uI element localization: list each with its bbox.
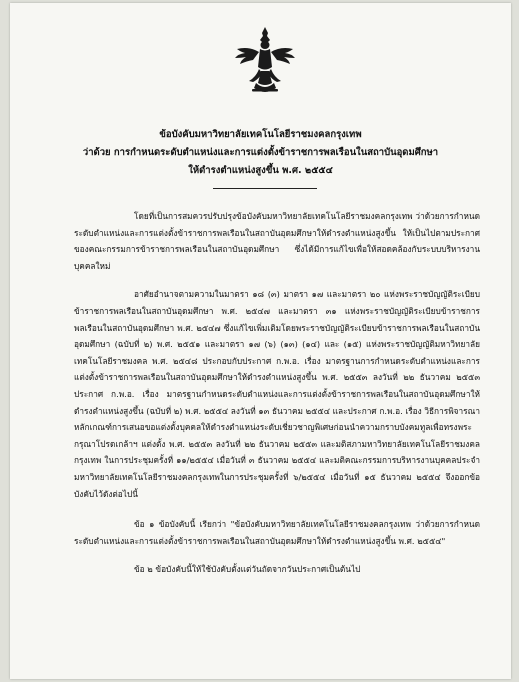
document-subject-cont: ให้ดำรงตำแหน่งสูงขึ้น พ.ศ. ๒๕๕๔ [188, 165, 333, 176]
clause-2-paragraph [74, 561, 480, 578]
document-title: ข้อบังคับมหาวิทยาลัยเทคโนโลยีราชมงคลกรุงเทพ [159, 129, 362, 140]
clause-1-text: ข้อ ๑ ข้อบังคับนี้ เรียกว่า "ข้อบังคับมหาวิทยาลัยเทคโนโลยีราชมงคลกรุงเทพ ว่าด้วยการกำหนดระดับตำแหน่งและการแต่งตั้งข้าราชการพลเรือนในสถาบันอุดมศึกษาให้ดำรงตำแหน่งสูงขึ้น พ.ศ. ๒๕๕๔" [74, 519, 480, 546]
clause-2-text: ข้อ ๒ ข้อบังคับนี้ให้ใช้บังคับตั้งแต่วันถัดจากวันประกาศเป็นต้นไป [134, 564, 361, 575]
document-page [10, 3, 511, 679]
authority-text: อาศัยอำนาจตามความในมาตรา ๑๘ (๓) มาตรา ๑๗ และมาตรา ๒๐ แห่งพระราชบัญญัติระเบียบข้าราชการพลเรือนในสถาบันอุดมศึกษา พ.ศ. ๒๕๔๗ และมาตรา ๓๑ แห่งพระราชบัญญัติระเบียบข้าราชการพลเรือนในสถาบันอุดมศึกษา พ.ศ. ๒๕๔๗ ซึ่งแก้ไขเพิ่มเติมโดยพระราชบัญญัติระเบียบข้าราชการพลเรือนในสถาบันอุดมศึกษา (ฉบับที่ ๒) พ.ศ. ๒๕๕๑ และมาตรา ๑๗ (๖) (๑๓) (๑๔) และ (๑๕) แห่งพระราชบัญญัติมหาวิทยาลัยเทคโนโลยีราชมงคล พ.ศ. ๒๕๔๘ ประกอบกับประกาศ ก.พ.อ. เรื่อง มาตรฐานการกำหนดระดับตำแหน่งและการแต่งตั้งข้าราชการพลเรือนในสถาบันอุดมศึกษาให้ดำรงตำแหน่งสูงขึ้น พ.ศ. ๒๕๕๓ ลงวันที่ ๒๒ ธันวาคม ๒๕๕๓ ประกาศ ก.พ.อ. เรื่อง มาตรฐานกำหนดระดับตำแหน่งและการแต่งตั้งข้าราชการพลเรือนในสถาบันอุดมศึกษาให้ดำรงตำแหน่งสูงขึ้น (ฉบับที่ ๒) พ.ศ. ๒๕๕๔ ลงวันที่ ๑๓ ธันวาคม ๒๕๕๔ และประกาศ ก.พ.อ. เรื่อง วิธีการพิจารณาหลักเกณฑ์การเสนอขอแต่งตั้งบุคคลให้ดำรงตำแหน่งระดับเชี่ยวชาญพิเศษก่อนนำความกราบบังคมทูลเพื่อทรงพระกรุณาโปรดเกล้าฯ แต่งตั้ง พ.ศ. ๒๕๕๓ ลงวันที่ ๒๒ ธันวาคม ๒๕๕๓ และมติสภามหาวิทยาลัยเทคโนโลยีราชมงคลกรุงเทพ ในการประชุมครั้งที่ ๑๑/๒๕๕๔ เมื่อวันที่ ๓ ธันวาคม ๒๕๕๔ และมติคณะกรรมการบริหารงานบุคคลประจำมหาวิทยาลัยเทคโนโลยีราชมงคลกรุงเทพในการประชุมครั้งที่ ๖/๒๕๕๔ เมื่อวันที่ ๑๕ ธันวาคม ๒๕๕๔ จึงออกข้อบังคับไว้ดังต่อไปนี้ [74, 289, 480, 499]
document-header [50, 126, 471, 180]
document-body [74, 208, 480, 588]
authority-paragraph [74, 286, 480, 502]
clause-1-paragraph [74, 516, 480, 549]
preamble-text: โดยที่เป็นการสมควรปรับปรุงข้อบังคับมหาวิทยาลัยเทคโนโลยีราชมงคลกรุงเทพ ว่าด้วยการกำหนดระดับตำแหน่งและการแต่งตั้งข้าราชการพลเรือนในสถาบันอุดมศึกษาให้ดำรงตำแหน่งสูงขึ้น ให้เป็นไปตามประกาศของคณะกรรมการข้าราชการพลเรือนในสถาบันอุดมศึกษา ซึ่งได้มีการแก้ไขเพื่อให้สอดคล้องกับระบบบริหารงานบุคคลใหม่ [74, 211, 480, 271]
garuda-emblem-icon [232, 25, 298, 95]
header-divider [213, 188, 317, 189]
preamble-paragraph [74, 208, 480, 274]
document-subject: ว่าด้วย การกำหนดระดับตำแหน่งและการแต่งตั้งข้าราชการพลเรือนในสถาบันอุดมศึกษา [82, 147, 439, 158]
